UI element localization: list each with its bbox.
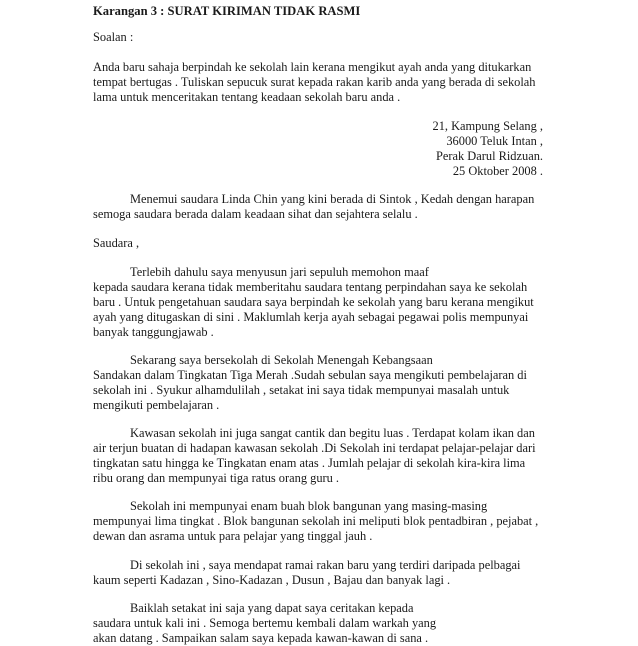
paragraph-line: ribu orang dan mempunyai tiga ratus orang guru . [93, 471, 340, 485]
question-line: tempat bertugas . Tuliskan sepucuk surat kepada rakan karib anda yang berada di sekolah [93, 75, 536, 89]
paragraph-line: Kawasan sekolah ini juga sangat cantik dan begitu luas . Terdapat kolam ikan dan [130, 426, 535, 440]
opening-line: semoga saudara berada dalam keadaan sihat dan sejahtera selalu . [93, 207, 418, 221]
paragraph-line: dewan dan asrama untuk para pelajar yang tinggal jauh . [93, 529, 373, 543]
paragraph-line: Sandakan dalam Tingkatan Tiga Merah .Sudah sebulan saya mengikuti pembelajaran di [93, 368, 527, 382]
address-line: Perak Darul Ridzuan. [435, 149, 543, 163]
paragraph-line: Di sekolah ini , saya mendapat ramai rakan baru yang terdiri daripada pelbagai [130, 558, 521, 572]
paragraph-line: Sekarang saya bersekolah di Sekolah Menengah Kebangsaan [130, 353, 433, 367]
salutation: Saudara , [93, 236, 140, 250]
paragraph-line: air terjun buatan di hadapan kawasan sekolah .Di Sekolah ini terdapat pelajar-pelajar dari [93, 441, 536, 455]
paragraph-line: Sekolah ini mempunyai enam buah blok bangunan yang masing-masing [130, 499, 488, 513]
paragraph-line: banyak tanggungjawab . [93, 325, 214, 339]
paragraph-line: Terlebih dahulu saya menyusun jari sepuluh memohon maaf [130, 265, 429, 279]
address-line: 36000 Teluk Intan , [446, 134, 543, 148]
address-line: 21, Kampung Selang , [432, 119, 543, 133]
paragraph-line: tingkatan satu hingga ke Tingkatan enam atas . Jumlah pelajar di sekolah kira-kira lima [93, 456, 526, 470]
question-label: Soalan : [93, 30, 134, 44]
paragraph-line: baru . Untuk pengetahuan saudara saya berpindah ke sekolah yang baru kerana mengikut [93, 295, 534, 309]
paragraph-line: mempunyai lima tingkat . Blok bangunan sekolah ini meliputi blok pentadbiran , pejabat , [93, 514, 539, 528]
paragraph-line: mengikuti pembelajaran . [93, 398, 220, 412]
opening-line: Menemui saudara Linda Chin yang kini berada di Sintok , Kedah dengan harapan [130, 192, 535, 206]
letter-date: 25 Oktober 2008 . [452, 164, 543, 178]
paragraph-line: kaum seperti Kadazan , Sino-Kadazan , Dusun , Bajau dan banyak lagi . [93, 573, 451, 587]
paragraph-line: saudara untuk kali ini . Semoga bertemu kembali dalam warkah yang [93, 616, 437, 630]
paragraph-line: akan datang . Sampaikan salam saya kepada kawan-kawan di sana . [93, 631, 429, 645]
paragraph-line: Baiklah setakat ini saja yang dapat saya ceritakan kepada [130, 601, 414, 615]
question-line: lama untuk menceritakan tentang keadaan sekolah baru anda . [93, 90, 401, 104]
paragraph-line: sekolah ini . Syukur alhamdulilah , setakat ini saya tidak mempunyai masalah untuk [93, 383, 510, 397]
paragraph-line: kepada saudara kerana tidak memberitahu saudara tentang perpindahan saya ke sekolah [93, 280, 528, 294]
question-line: Anda baru sahaja berpindah ke sekolah lain kerana mengikut ayah anda yang ditukarkan [93, 60, 532, 74]
paragraph-line: ayah yang ditugaskan di sini . Maklumlah kerja ayah sebagai pegawai polis mempunyai [93, 310, 529, 324]
essay-title: Karangan 3 : SURAT KIRIMAN TIDAK RASMI [93, 4, 361, 18]
